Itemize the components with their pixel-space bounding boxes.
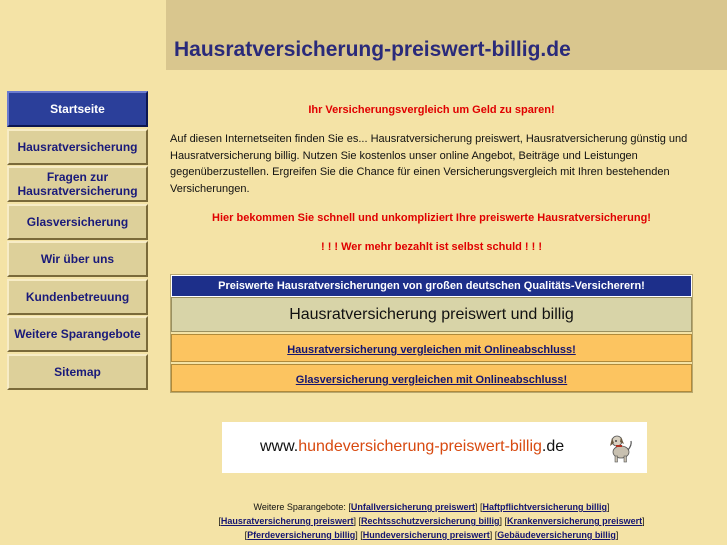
glas-compare-link[interactable]: Glasversicherung vergleichen mit Onlineabschluss! [295,374,568,386]
footer-link[interactable]: Hundeversicherung preiswert [362,530,490,540]
nav-item-hausratversicherung[interactable] [7,129,148,165]
footer-link[interactable]: Hausratversicherung preiswert [220,516,354,526]
nav-item-label: Glasversicherung [26,214,129,229]
nav-item-label: Startseite [50,102,105,116]
dog-icon [607,431,633,463]
nav-item-label: Fragen zur Hausratversicherung [17,170,138,198]
footer-link[interactable]: Pferdeversicherung billig [247,530,356,540]
nav-item-label: Weitere Sparangebote [14,327,141,341]
hundeversicherung-banner[interactable] [222,422,647,473]
footer-links: Weitere Sparangebote: [Unfallversicherung preiswert] [Haftpflichtversicherung billig] [Hausratversicherung preiswert] [Rechtsschutzversicherung billig] [Krankenversicherung preiswert] [Pferdeversicherung billig] [Hundeversicherung preiswert] [Gebäudeversicherung billig] [218,502,645,540]
banner-prefix: www. [260,438,299,455]
footer-link[interactable]: Krankenversicherung preiswert [507,516,643,526]
intro-text: Auf diesen Internetseiten finden Sie es... Hausratversicherung preiswert, Hausratversicherung günstig und Hausratversicherung billig. Nutzen Sie kostenlos unser online Angebot, Beiträge und Leistungen gegenüberzustellen. Ergreifen Sie die Chance für einen Versicherungsvergleich mit Ihren bestehenden Versicherungen. [170,133,688,195]
hausrat-compare-link[interactable]: Hausratversicherung vergleichen mit Onlineabschluss! [287,344,576,356]
nav-item-label: Wir über uns [40,252,115,266]
nav-item-fragen[interactable] [7,166,148,202]
footer-link[interactable]: Rechtsschutzversicherung billig [360,516,500,526]
nav-item-startseite[interactable] [7,91,148,127]
nav-item-kundenbetreuung[interactable] [7,279,148,315]
footer-link[interactable]: Haftpflichtversicherung billig [482,502,607,512]
nav-item-label: Hausratversicherung [17,139,138,154]
nav-item-wir-ueber-uns[interactable] [7,241,148,277]
header-bar [166,0,727,70]
sidebar-nav [7,91,148,391]
nav-item-label: Kundenbetreuung [25,289,130,304]
nav-item-sitemap[interactable] [7,354,148,390]
nav-item-glasversicherung[interactable] [7,204,148,240]
offer-text: Hier bekommen Sie schnell und unkompliziert Ihre preiswerte Hausratversicherung! [212,212,651,224]
box-link-row-hausrat [171,334,692,362]
banner-suffix: .de [541,438,565,455]
nav-item-label: Sitemap [54,364,101,379]
box-title: Hausratversicherung preiswert und billig [171,297,692,332]
box-header: Preiswerte Hausratversicherungen von großen deutschen Qualitäts-Versicherern! [171,275,692,297]
site-title: Hausratversicherung-preiswert-billig.de [174,38,571,61]
nav-item-weitere-sparangebote[interactable] [7,316,148,352]
slogan-text: ! ! ! Wer mehr bezahlt ist selbst schuld ! ! ! [320,241,543,253]
comparison-box [170,274,693,393]
tagline: Ihr Versicherungsvergleich um Geld zu sparen! [308,104,555,116]
banner-highlight: hundeversicherung-preiswert-billig [298,438,542,455]
footer-link[interactable]: Gebäudeversicherung billig [497,530,616,540]
footer-label: Weitere Sparangebote: [253,502,346,512]
footer-link[interactable]: Unfallversicherung preiswert [350,502,475,512]
banner-url [260,438,564,456]
box-link-row-glas [171,364,692,392]
